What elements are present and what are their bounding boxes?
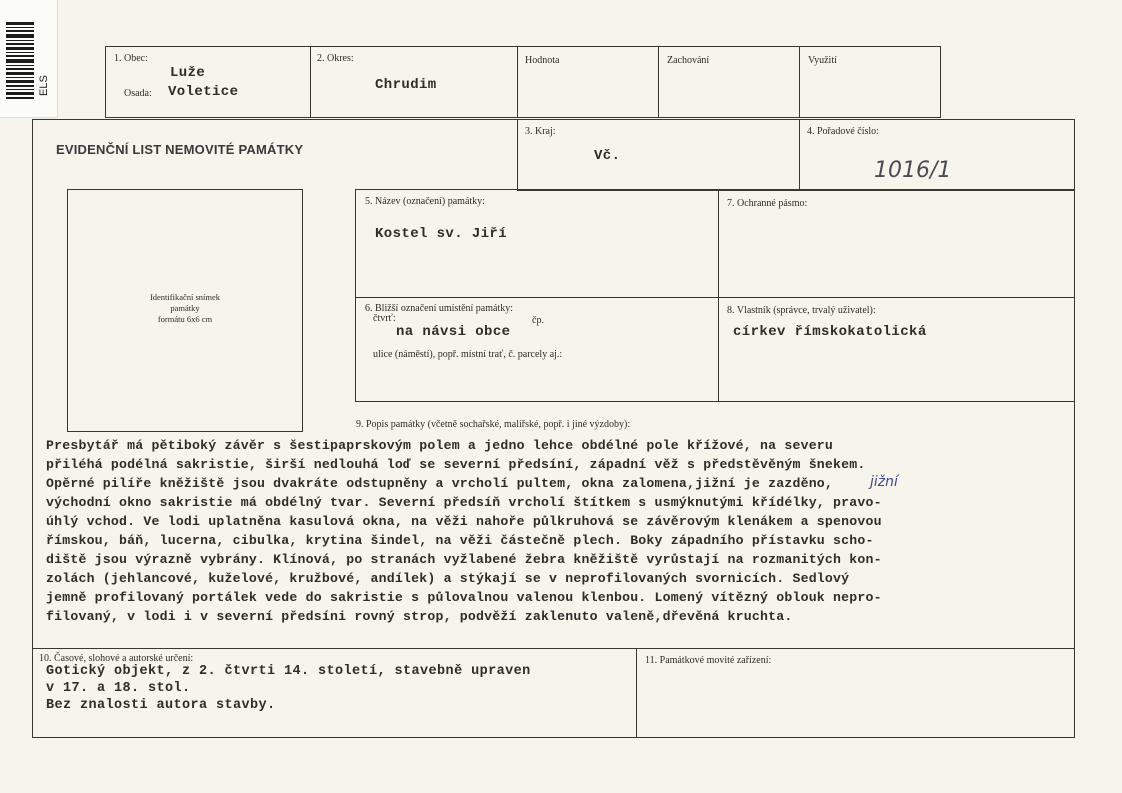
photo-placeholder-line-3: formátu 6x6 cm xyxy=(157,314,213,324)
popis-line-5: úhlý vchod. Ve lodi uplatněna kasulová okna, na věži nahoře půlkruhová se závěrovým klenákem a spenovou xyxy=(46,514,882,529)
kraj-label: 3. Kraj: xyxy=(525,126,556,137)
umisteni-value: na návsi obce xyxy=(396,324,511,340)
hodnota-label: Hodnota xyxy=(525,55,560,66)
vlastnik-value: církev římskokatolická xyxy=(733,324,927,340)
popis-line-7: diště jsou výrazně vybrány. Klínová, po stranách vyžlabené žebra kněžiště vyrůstají na rozmanitých kon- xyxy=(46,552,882,567)
popis-handwritten-annotation: jižní xyxy=(870,474,898,490)
urceni-line-2: v 17. a 18. stol. xyxy=(46,681,191,696)
umisteni-label: 6. Bližší označení umístění památky: xyxy=(365,303,514,314)
urceni-line-1: Gotický objekt, z 2. čtvrti 14. století, stavebně upraven xyxy=(46,664,531,679)
popis-line-1: Presbytář má pětiboký závěr s šestipaprskovým polem a jedno lehce obdélné pole křížové, na severu xyxy=(46,438,834,453)
field-okres xyxy=(310,46,518,118)
urceni-line-3: Bez znalosti autora stavby. xyxy=(46,698,276,713)
photo-placeholder-line-2: památky xyxy=(170,303,200,313)
obec-label: 1. Obec: xyxy=(114,53,148,64)
field-kraj xyxy=(517,119,800,191)
field-hodnota xyxy=(517,46,659,118)
photo-placeholder-line-1: Identifikační snímek xyxy=(149,292,221,302)
field-poradove-cislo xyxy=(799,119,1075,191)
obec-value: Luže xyxy=(170,65,206,81)
ochranne-label: 7. Ochranné pásmo: xyxy=(727,198,808,209)
field-vlastnik xyxy=(718,297,1075,402)
field-umisteni xyxy=(355,297,719,402)
osada-value: Voletice xyxy=(168,84,239,100)
zarizeni-label: 11. Památkové movité zařízení: xyxy=(645,655,772,666)
vlastnik-label: 8. Vlastník (správce, trvalý uživatel): xyxy=(727,305,876,316)
popis-line-10: filovaný, v lodi i v severní předsíni rovný strop, podvěží zaklenuto valeně,dřevěná kruchta. xyxy=(46,609,793,624)
field-obec xyxy=(105,46,311,118)
vyuziti-label: Využití xyxy=(808,55,837,66)
popis-line-8: zolách (jehlancové, kuželové, kružbové, andílek) a stýkají se v neprofilovaných svornicích. Sedlový xyxy=(46,571,850,586)
okres-label: 2. Okres: xyxy=(317,53,354,64)
kraj-value: Vč. xyxy=(594,148,621,164)
field-ochranne-pasmo xyxy=(718,189,1075,298)
osada-label: Osada: xyxy=(124,88,152,99)
popis-line-3: Opěrné pilíře kněžiště jsou dvakráte odstupněny a vrcholí pultem, okna zalomena,jižní je zazděno, xyxy=(46,476,834,491)
zachovani-label: Zachování xyxy=(667,55,710,66)
sticker-code: ELS xyxy=(38,75,50,96)
okres-value: Chrudim xyxy=(375,77,437,93)
photo-placeholder xyxy=(67,189,303,432)
ulice-label: ulice (náměstí), popř. místní trať, č. parcely aj.: xyxy=(373,349,563,360)
field-nazev xyxy=(355,189,719,298)
ctvrt-label: čtvrť: xyxy=(373,313,396,324)
form-title: EVIDENČNÍ LIST NEMOVITÉ PAMÁTKY xyxy=(56,142,304,157)
urceni-label: 10. Časové, slohové a autorské určení: xyxy=(39,653,194,664)
field-zarizeni xyxy=(636,648,1075,738)
nazev-label: 5. Název (označení) památky: xyxy=(365,196,485,207)
barcode-sticker xyxy=(0,0,58,118)
poradove-label: 4. Pořadové číslo: xyxy=(807,126,879,137)
field-vyuziti xyxy=(799,46,941,118)
nazev-value: Kostel sv. Jiří xyxy=(375,226,508,242)
popis-label: 9. Popis památky (včetně sochařské, malířské, popř. i jiné výzdoby): xyxy=(356,419,631,430)
popis-line-4: východní okno sakristie má obdélný tvar. Severní předsíň vrcholí štítkem s usmýknutými křídélky, pravo- xyxy=(46,495,882,510)
field-zachovani xyxy=(658,46,800,118)
popis-line-6: římskou, báň, lucerna, cibulka, krytina šindel, na věži částečně plech. Boky západního přístavku scho- xyxy=(46,533,874,548)
popis-line-9: jemně profilovaný portálek vede do sakristie s půlovalnou valenou klenbou. Lomený vítězný oblouk nepro- xyxy=(46,590,882,605)
cp-label: čp. xyxy=(532,315,544,326)
popis-line-2: přiléhá podélná sakristie, širší nedlouhá loď se severní předsíní, západní věž s předstěvěným šnekem. xyxy=(46,457,866,472)
poradove-value: 1016/1 xyxy=(874,158,952,183)
